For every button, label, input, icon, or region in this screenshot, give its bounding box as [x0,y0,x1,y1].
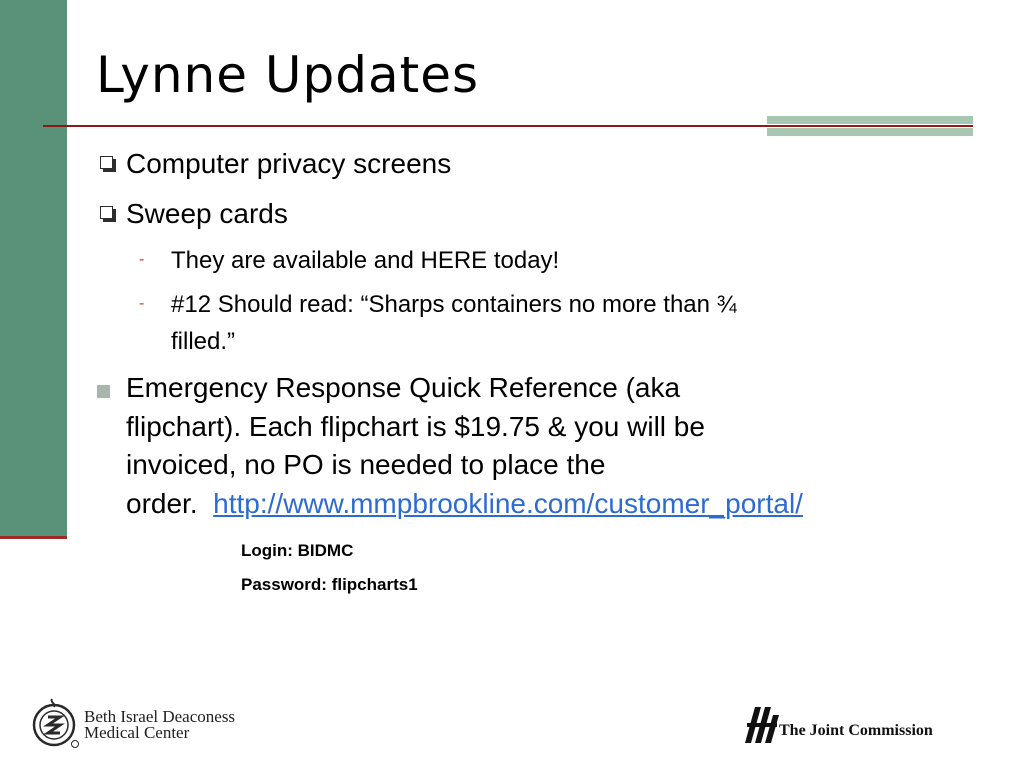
bullet-item: Sweep cards [126,198,288,229]
bidmc-logo-line: Beth Israel Deaconess [84,707,236,726]
paragraph-line: flipchart). Each flipchart is $19.75 & you will be [126,410,705,442]
sub-bullet-item: They are available and HERE today! [171,247,560,274]
bidmc-logo-line: Medical Center [84,723,190,742]
slide-title: Lynne Updates [96,46,480,104]
login-text: Login: BIDMC [241,541,354,560]
bullet-item: Computer privacy screens [126,148,452,179]
joint-commission-emblem-icon [745,705,779,745]
paragraph-line: Emergency Response Quick Reference (aka [126,372,681,403]
dash-bullet-icon: - [139,251,145,268]
square-bullet-icon [97,385,110,398]
customer-portal-link[interactable]: http://www.mmpbrookline.com/customer_portal/ [213,487,803,519]
emergency-response-paragraph [126,369,966,523]
box-bullet-icon [100,206,113,219]
joint-commission-logo [745,705,945,745]
sub-bullet-item-line: #12 Should read: “Sharps containers no more than ¾ [171,291,737,318]
sub-bullet-item-line: filled.” [171,328,236,355]
bidmc-logo-text [84,709,235,741]
box-bullet-icon [100,156,113,169]
joint-commission-text: The Joint Commission [779,722,933,739]
dash-bullet-icon: - [139,295,145,312]
paragraph-line-with-link [126,485,966,524]
bidmc-emblem-icon [30,695,82,751]
bidmc-logo [30,695,270,751]
password-text: Password: flipcharts1 [241,575,418,594]
paragraph-line-prefix: order. [126,487,214,519]
paragraph-line: invoiced, no PO is needed to place the [126,449,606,480]
